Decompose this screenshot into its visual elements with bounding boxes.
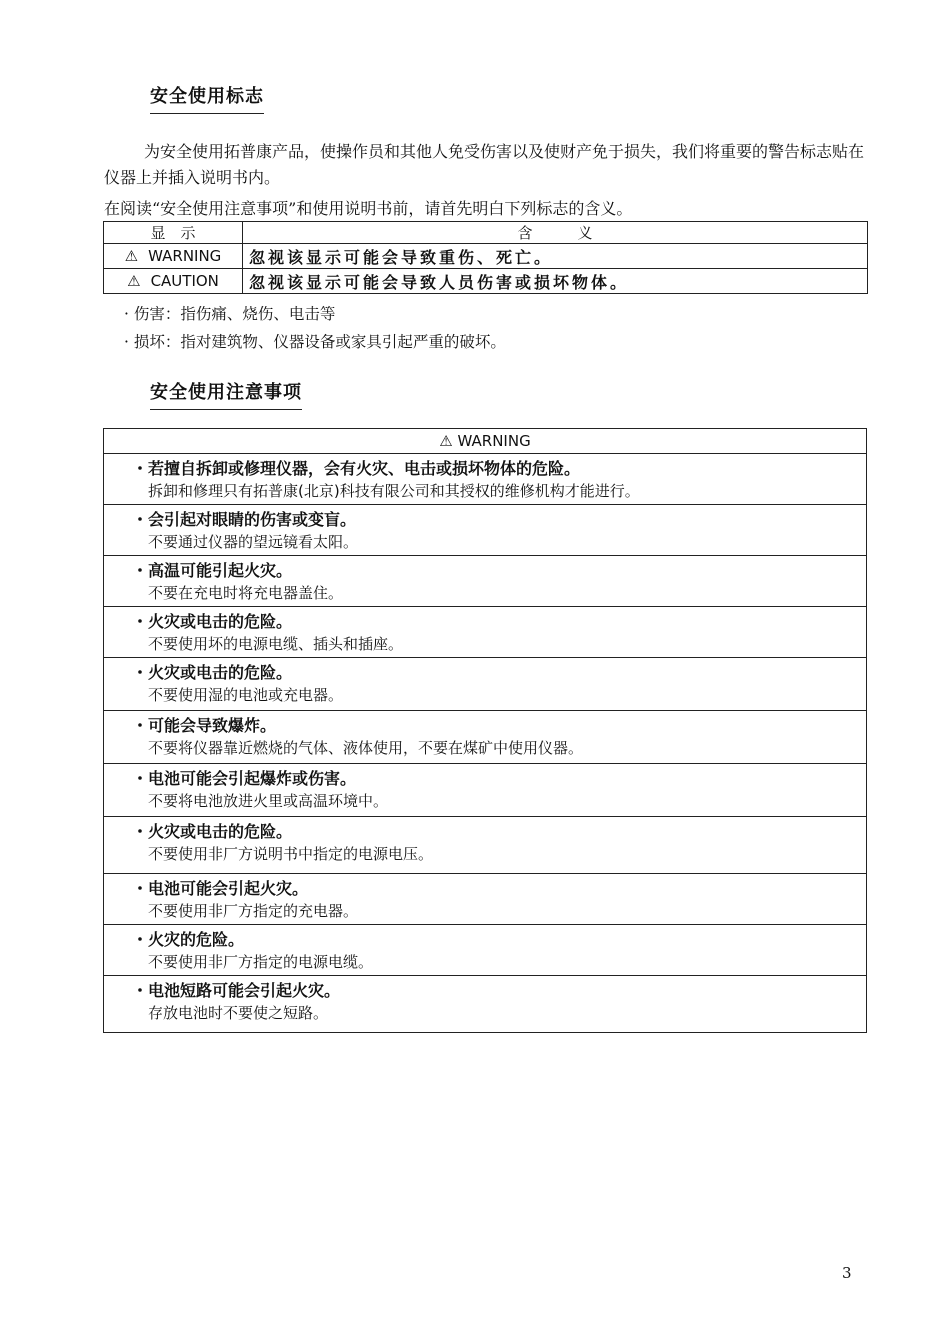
warning-item xyxy=(104,874,867,925)
legend-sign-cell xyxy=(104,244,243,269)
note-damage: · 损坏：指对建筑物、仪器设备或家具引起严重的破坏。 xyxy=(124,333,506,351)
legend-sign-cell xyxy=(104,269,243,294)
section-title-safety-precautions: 安全使用注意事项 xyxy=(150,378,302,410)
warning-item xyxy=(104,454,867,505)
warning-header: ⚠ WARNING xyxy=(104,429,867,454)
warning-item-title: ・电池可能会引起爆炸或伤害。 xyxy=(132,769,357,788)
warning-item xyxy=(104,505,867,556)
warning-item xyxy=(104,925,867,976)
intro-instruction: 在阅读“安全使用注意事项”和使用说明书前，请首先明白下列标志的含义。 xyxy=(104,199,633,218)
warning-item xyxy=(104,764,867,817)
warning-item-desc: 不要使用坏的电源电缆、插头和插座。 xyxy=(148,635,404,653)
warning-item-title: ・高温可能引起火灾。 xyxy=(132,561,293,580)
warning-item xyxy=(104,556,867,607)
legend-row-warning xyxy=(104,244,868,269)
legend-header-row xyxy=(104,222,868,244)
page-number: 3 xyxy=(842,1264,852,1282)
warning-item-title: ・若擅自拆卸或修理仪器，会有火灾、电击或损坏物体的危险。 xyxy=(132,459,581,478)
warning-item-desc: 不要将仪器靠近燃烧的气体、液体使用，不要在煤矿中使用仪器。 xyxy=(148,739,584,757)
warning-item-title: ・火灾或电击的危险。 xyxy=(132,663,293,682)
legend-meaning: 忽视该显示可能会导致人员伤害或损坏物体。 xyxy=(243,269,868,294)
warning-item xyxy=(104,658,867,711)
warning-triangle-icon: ⚠ xyxy=(124,247,139,265)
warning-item xyxy=(104,976,867,1033)
warning-item-title: ・可能会导致爆炸。 xyxy=(132,716,277,735)
warning-item-desc: 不要使用非厂方指定的电源电缆。 xyxy=(148,953,374,971)
warning-item-desc: 不要将电池放进火里或高温环境中。 xyxy=(148,792,389,810)
sign-legend-table xyxy=(103,221,868,294)
warning-item-desc: 不要在充电时将充电器盖住。 xyxy=(148,584,344,602)
section-title-safety-signs: 安全使用标志 xyxy=(150,82,264,114)
legend-header-display: 显 示 xyxy=(104,222,243,244)
intro-paragraph: 为安全使用拓普康产品，使操作员和其他人免受伤害以及使财产免于损失，我们将重要的警告标志贴在仪器上并插入说明书内。 xyxy=(104,142,865,187)
warning-table xyxy=(103,428,867,1033)
warning-item-desc: 不要使用非厂方说明书中指定的电源电压。 xyxy=(148,845,434,863)
legend-row-caution xyxy=(104,269,868,294)
legend-meaning: 忽视该显示可能会导致重伤、死亡。 xyxy=(243,244,868,269)
legend-header-meaning: 含 义 xyxy=(243,222,868,244)
warning-item-title: ・电池短路可能会引起火灾。 xyxy=(132,981,341,1000)
warning-item-desc: 拆卸和修理只有拓普康(北京)科技有限公司和其授权的维修机构才能进行。 xyxy=(148,482,640,500)
warning-item xyxy=(104,711,867,764)
warning-item-title: ・电池可能会引起火灾。 xyxy=(132,879,309,898)
caution-triangle-icon: ⚠ xyxy=(127,272,141,290)
warning-item-title: ・火灾或电击的危险。 xyxy=(132,822,293,841)
warning-item xyxy=(104,607,867,658)
warning-item xyxy=(104,817,867,874)
warning-item-title: ・火灾或电击的危险。 xyxy=(132,612,293,631)
warning-item-desc: 不要使用湿的电池或充电器。 xyxy=(148,686,344,704)
legend-sign-label: CAUTION xyxy=(150,272,219,290)
warning-item-title: ・火灾的危险。 xyxy=(132,930,245,949)
note-injury: · 伤害：指伤痛、烧伤、电击等 xyxy=(124,305,336,323)
warning-item-title: ・会引起对眼睛的伤害或变盲。 xyxy=(132,510,357,529)
warning-header-row xyxy=(104,429,867,454)
warning-item-desc: 存放电池时不要使之短路。 xyxy=(148,1004,329,1022)
warning-item-desc: 不要通过仪器的望远镜看太阳。 xyxy=(148,533,359,551)
legend-sign-label: WARNING xyxy=(148,247,222,265)
warning-item-desc: 不要使用非厂方指定的充电器。 xyxy=(148,902,359,920)
